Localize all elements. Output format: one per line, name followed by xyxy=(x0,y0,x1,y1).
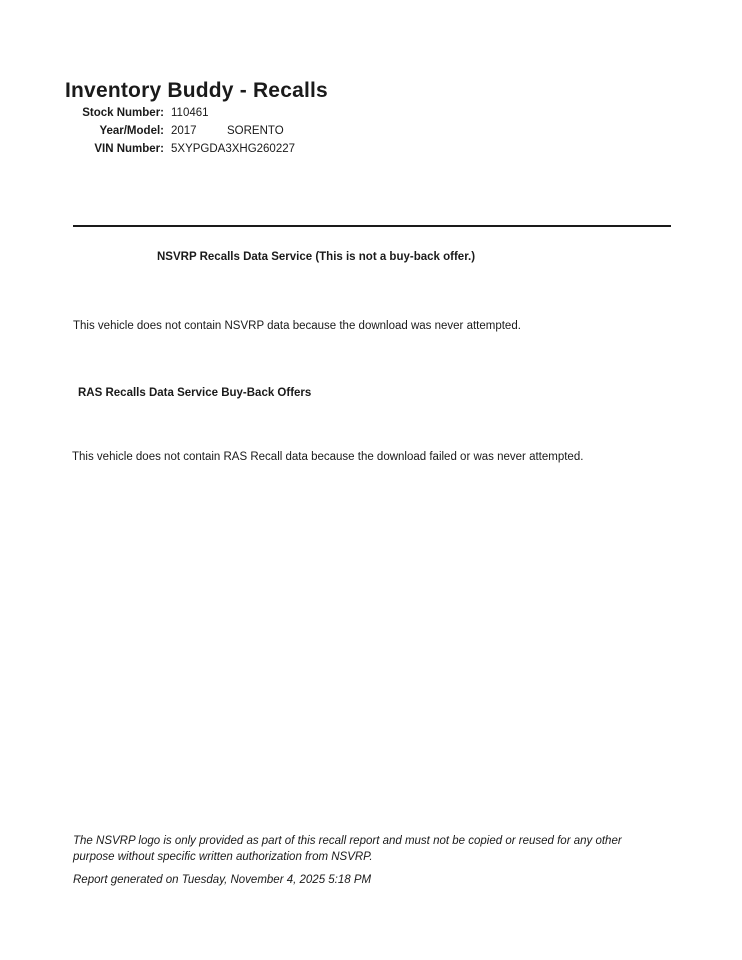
vehicle-info-block xyxy=(65,104,295,158)
year-model-row xyxy=(65,122,295,140)
report-generated-timestamp: Report generated on Tuesday, November 4, 2025 5:18 PM xyxy=(73,874,372,886)
model-value: SORENTO xyxy=(227,125,284,137)
horizontal-divider xyxy=(73,225,671,227)
year-model-label: Year/Model: xyxy=(99,125,164,137)
page-title: Inventory Buddy - Recalls xyxy=(65,79,328,102)
year-value: 2017 xyxy=(171,125,197,137)
vin-number-value: 5XYPGDA3XHG260227 xyxy=(171,143,296,155)
ras-section-heading: RAS Recalls Data Service Buy-Back Offers xyxy=(78,387,312,399)
stock-number-value: 110461 xyxy=(171,107,209,119)
disclaimer-line-1: The NSVRP logo is only provided as part of this recall report and must not be copied or reused for any other xyxy=(73,835,622,847)
ras-status-text: This vehicle does not contain RAS Recall data because the download failed or was never attempted. xyxy=(72,451,584,463)
vin-number-label: VIN Number: xyxy=(94,143,164,155)
nsvrp-status-text: This vehicle does not contain NSVRP data because the download was never attempted. xyxy=(73,320,521,332)
disclaimer-line-2: purpose without specific written authorization from NSVRP. xyxy=(73,850,373,863)
year-model-value xyxy=(171,122,284,140)
stock-number-row xyxy=(65,104,295,122)
nsvrp-section-heading: NSVRP Recalls Data Service (This is not a buy-back offer.) xyxy=(157,251,476,263)
stock-number-label: Stock Number: xyxy=(82,107,164,119)
nsvrp-logo-disclaimer xyxy=(73,834,622,865)
vin-number-row xyxy=(65,140,295,158)
